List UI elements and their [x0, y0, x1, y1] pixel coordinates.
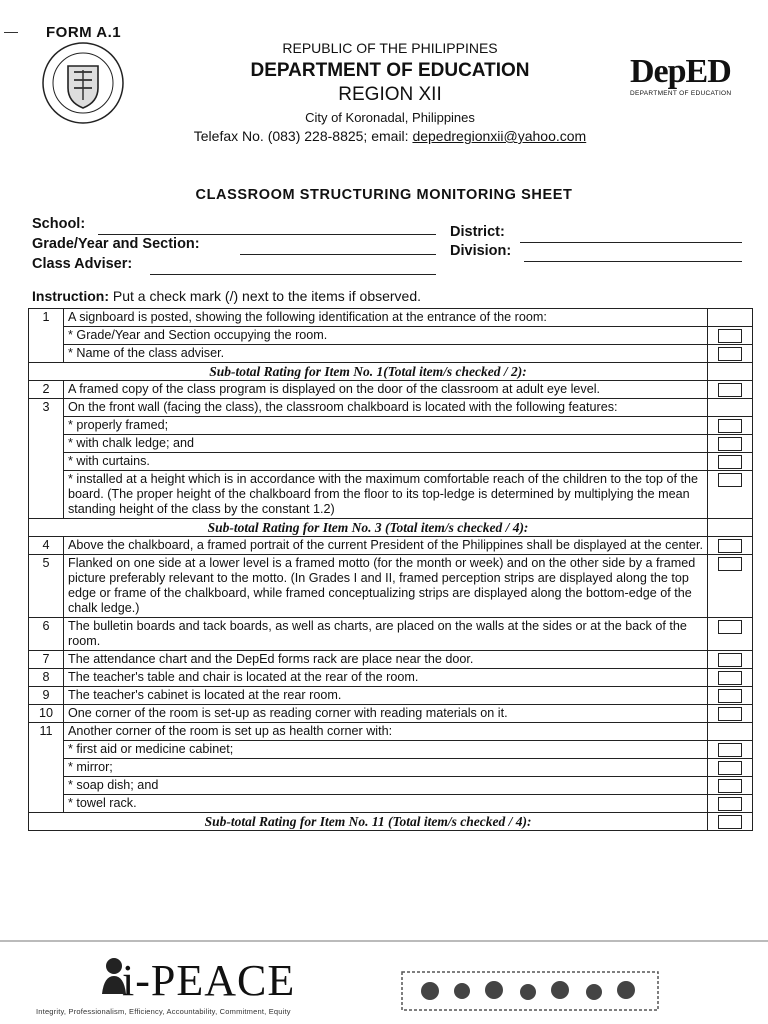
header-department: DEPARTMENT OF EDUCATION — [250, 60, 530, 81]
table-row — [29, 618, 753, 651]
checkbox[interactable] — [718, 419, 742, 433]
empty-cell — [708, 309, 753, 327]
checkbox[interactable] — [718, 761, 742, 775]
checkbox-cell — [708, 381, 753, 399]
checkbox-cell — [708, 813, 753, 831]
footer-tagline: Integrity, Professionalism, Efficiency, Accountability, Commitment, Equity — [36, 1007, 291, 1016]
item-text: Another corner of the room is set up as health corner with: — [64, 723, 708, 741]
table-row — [29, 759, 753, 777]
table-row — [29, 381, 753, 399]
item-number: 2 — [29, 381, 64, 399]
item-number: 6 — [29, 618, 64, 651]
table-row — [29, 537, 753, 555]
division-label: Division: — [450, 243, 512, 259]
table-row — [29, 519, 753, 537]
checkbox-cell — [708, 435, 753, 453]
checkbox[interactable] — [718, 707, 742, 721]
subtotal-row: Sub-total Rating for Item No. 11 (Total item/s checked / 4): — [29, 813, 708, 831]
item-number: 4 — [29, 537, 64, 555]
empty-cell — [708, 399, 753, 417]
checkbox[interactable] — [718, 437, 742, 451]
item-bullet: * with chalk ledge; and — [64, 435, 708, 453]
checkbox[interactable] — [718, 815, 742, 829]
sheet-title: CLASSROOM STRUCTURING MONITORING SHEET — [195, 187, 573, 203]
checkbox[interactable] — [718, 653, 742, 667]
item-number: 3 — [29, 399, 64, 519]
checkbox-cell — [708, 651, 753, 669]
table-row — [29, 705, 753, 723]
deped-logo-subtext: DEPARTMENT OF EDUCATION — [630, 90, 732, 97]
telefax-text: Telefax No. (083) 228-8825; email: — [193, 128, 413, 144]
item-bullet: * with curtains. — [64, 453, 708, 471]
instruction-label: Instruction: — [32, 288, 109, 304]
form-id: FORM A.1 — [46, 24, 122, 41]
checkbox-cell — [708, 705, 753, 723]
checkbox[interactable] — [718, 539, 742, 553]
table-row — [29, 363, 753, 381]
monitoring-table — [28, 308, 753, 831]
item-text: A signboard is posted, showing the following identification at the entrance of the room: — [64, 309, 708, 327]
header-republic: REPUBLIC OF THE PHILIPPINES — [282, 40, 498, 56]
checkbox-cell — [708, 555, 753, 618]
division-field[interactable] — [524, 247, 742, 262]
table-row — [29, 741, 753, 759]
district-field[interactable] — [520, 228, 742, 243]
grade-label: Grade/Year and Section: — [32, 236, 200, 252]
checkbox-cell — [708, 618, 753, 651]
adviser-label: Class Adviser: — [32, 256, 133, 272]
deped-logo-text: DepED — [630, 53, 731, 90]
table-row — [29, 471, 753, 519]
checkbox-cell — [708, 471, 753, 519]
empty-cell — [708, 723, 753, 741]
grade-field[interactable] — [240, 240, 436, 255]
item-text: A framed copy of the class program is displayed on the door of the classroom at adult eye level. — [64, 381, 708, 399]
checkbox-cell — [708, 741, 753, 759]
item-text: The bulletin boards and tack boards, as well as charts, are placed on the walls at the sides or at the back of the room. — [64, 618, 708, 651]
item-number: 9 — [29, 687, 64, 705]
item-bullet: * mirror; — [64, 759, 708, 777]
item-number: 5 — [29, 555, 64, 618]
checkbox[interactable] — [718, 620, 742, 634]
checkbox[interactable] — [718, 557, 742, 571]
table-row — [29, 345, 753, 363]
school-label: School: — [32, 216, 86, 232]
checkbox[interactable] — [718, 689, 742, 703]
item-bullet: * properly framed; — [64, 417, 708, 435]
margin-mark — [4, 32, 18, 33]
header-telefax — [130, 128, 650, 144]
item-number: 10 — [29, 705, 64, 723]
district-label: District: — [450, 224, 505, 240]
item-text: The attendance chart and the DepEd forms rack are place near the door. — [64, 651, 708, 669]
instruction — [32, 288, 421, 304]
table-row — [29, 327, 753, 345]
checkbox-cell — [708, 345, 753, 363]
empty-cell — [708, 519, 753, 537]
checkbox-cell — [708, 453, 753, 471]
table-row — [29, 435, 753, 453]
item-bullet: * first aid or medicine cabinet; — [64, 741, 708, 759]
checkbox-cell — [708, 795, 753, 813]
item-number: 1 — [29, 309, 64, 363]
header-region: REGION XII — [338, 84, 442, 105]
school-field[interactable] — [98, 220, 436, 235]
deped-logo — [630, 54, 738, 106]
instruction-text: Put a check mark (/) next to the items if observed. — [109, 288, 422, 304]
table-row — [29, 687, 753, 705]
item-bullet: * soap dish; and — [64, 777, 708, 795]
item-text: On the front wall (facing the class), the classroom chalkboard is located with the following features: — [64, 399, 708, 417]
item-bullet: * installed at a height which is in accordance with the maximum comfortable reach of the children to the top of the board. (The proper height of the chalkboard from the floor to its top-ledge is determined by multiplying the mean standing height of the class by the constant 1.2) — [64, 471, 708, 519]
checkbox[interactable] — [718, 347, 742, 361]
checkbox[interactable] — [718, 383, 742, 397]
header-city: City of Koronadal, Philippines — [305, 110, 475, 125]
checkbox[interactable] — [718, 779, 742, 793]
item-bullet: * Grade/Year and Section occupying the room. — [64, 327, 708, 345]
table-row — [29, 555, 753, 618]
table-row — [29, 399, 753, 417]
subtotal-row: Sub-total Rating for Item No. 1(Total item/s checked / 2): — [29, 363, 708, 381]
checkbox-cell — [708, 327, 753, 345]
stamp-icon — [400, 968, 660, 1014]
ipeace-logo — [96, 952, 356, 1008]
table-row — [29, 453, 753, 471]
table-row — [29, 813, 753, 831]
item-text: The teacher's cabinet is located at the rear room. — [64, 687, 708, 705]
checkbox[interactable] — [718, 455, 742, 469]
item-bullet: * towel rack. — [64, 795, 708, 813]
checkbox-cell — [708, 687, 753, 705]
checkbox[interactable] — [718, 797, 742, 811]
table-row — [29, 669, 753, 687]
table-row — [29, 417, 753, 435]
item-bullet: * Name of the class adviser. — [64, 345, 708, 363]
item-number: 7 — [29, 651, 64, 669]
table-row — [29, 309, 753, 327]
table-row — [29, 795, 753, 813]
checkbox[interactable] — [718, 671, 742, 685]
checkbox-cell — [708, 417, 753, 435]
item-number: 8 — [29, 669, 64, 687]
checkbox-cell — [708, 537, 753, 555]
item-text: Flanked on one side at a lower level is a framed motto (for the month or week) and on the other side by a framed picture preferably relevant to the motto. (In Grades I and II, framed perception strips are displayed along the top edge or frame of the chalkboard, while framed conceptualizing strips are displayed along the bottom-edge of the chalk ledge.) — [64, 555, 708, 618]
checkbox[interactable] — [718, 743, 742, 757]
adviser-field[interactable] — [150, 260, 436, 275]
checkbox-cell — [708, 777, 753, 795]
table-row — [29, 723, 753, 741]
table-row — [29, 777, 753, 795]
checkbox[interactable] — [718, 329, 742, 343]
table-row — [29, 651, 753, 669]
email-link[interactable]: depedregionxii@yahoo.com — [412, 128, 587, 144]
item-text: One corner of the room is set-up as reading corner with reading materials on it. — [64, 705, 708, 723]
subtotal-row: Sub-total Rating for Item No. 3 (Total item/s checked / 4): — [29, 519, 708, 537]
item-text: The teacher's table and chair is located at the rear of the room. — [64, 669, 708, 687]
checkbox-cell — [708, 759, 753, 777]
item-number: 11 — [29, 723, 64, 813]
ipeace-text: i-PEACE — [122, 956, 296, 1005]
deped-seal-icon — [40, 40, 126, 126]
checkbox-cell — [708, 669, 753, 687]
item-text: Above the chalkboard, a framed portrait of the current President of the Philippines shall be displayed at the center. — [64, 537, 708, 555]
scan-noise — [0, 938, 768, 944]
empty-cell — [708, 363, 753, 381]
checkbox[interactable] — [718, 473, 742, 487]
